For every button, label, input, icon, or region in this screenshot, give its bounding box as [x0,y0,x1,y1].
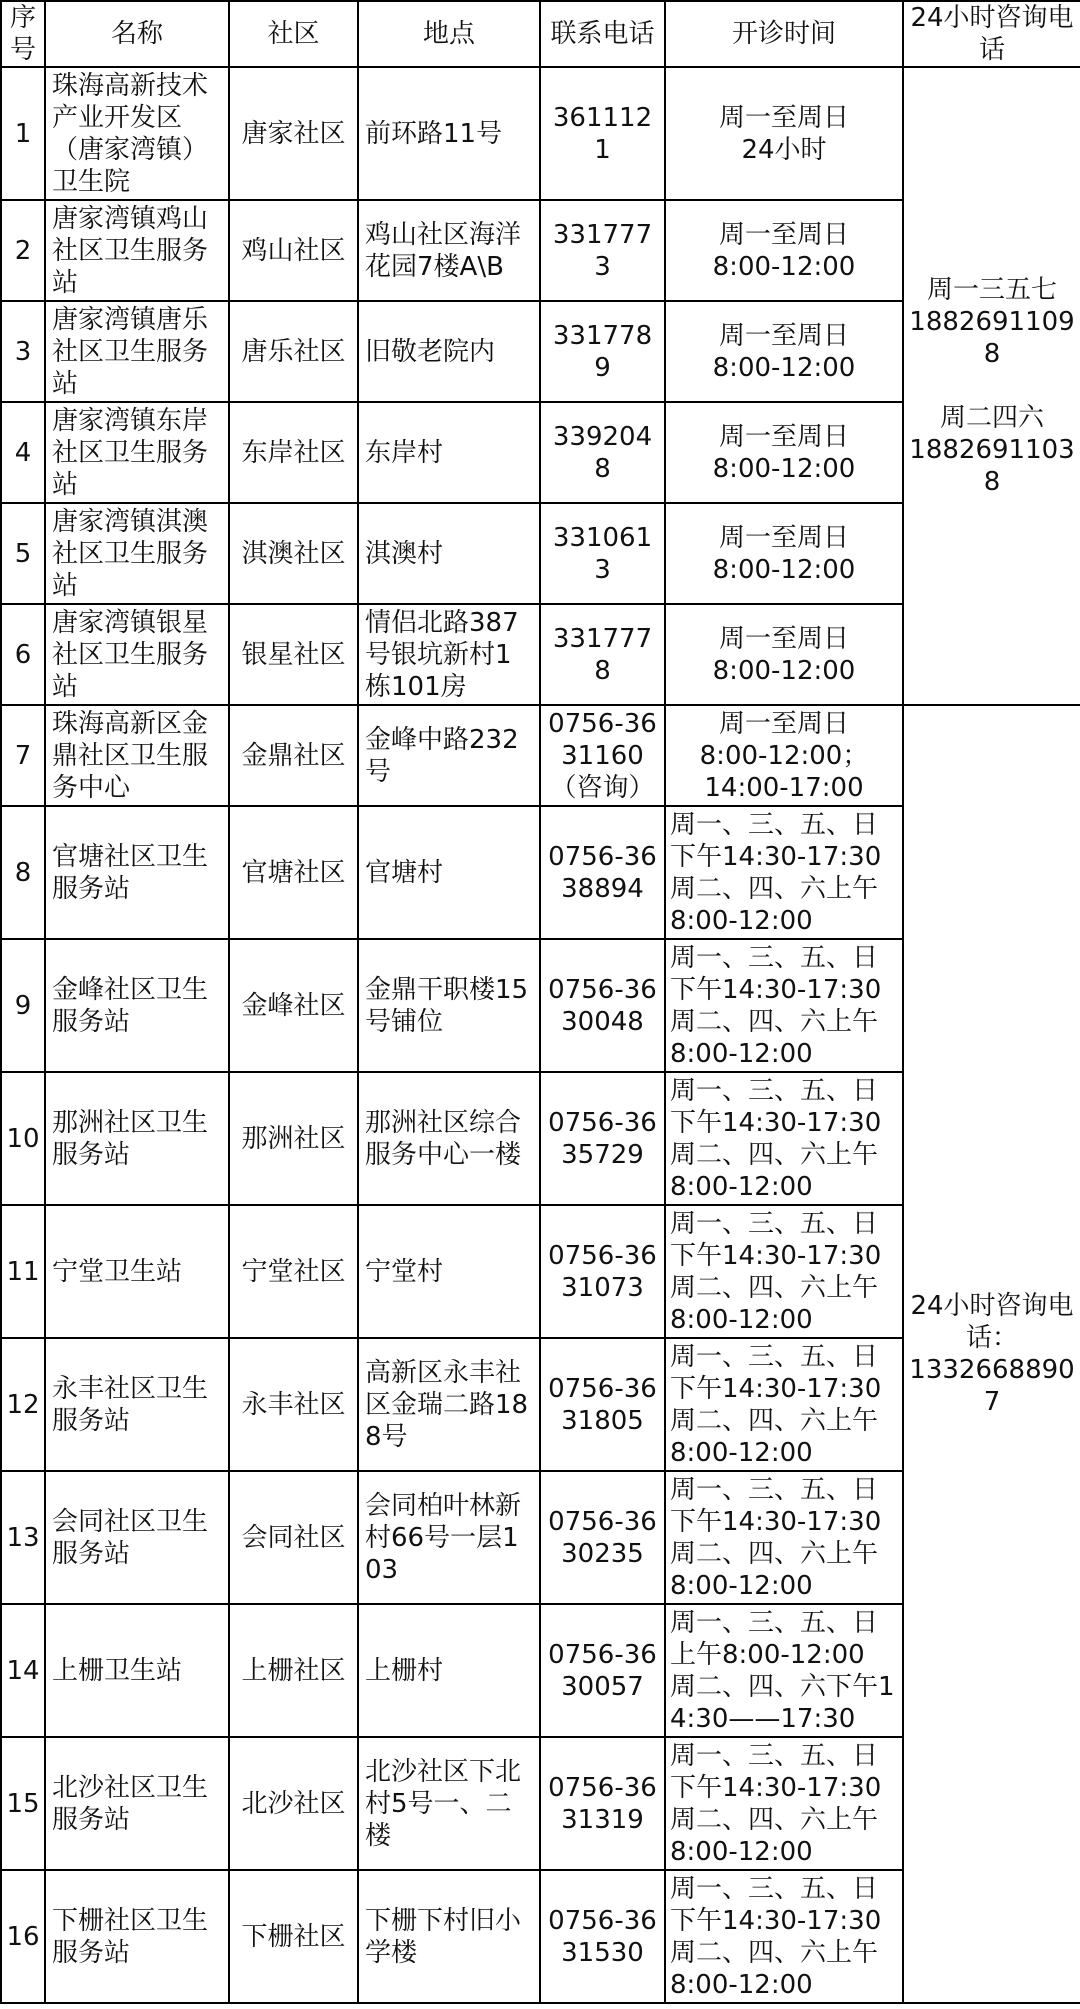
cell-community: 官塘社区 [229,806,358,939]
cell-seq: 13 [1,1471,45,1604]
cell-seq: 16 [1,1870,45,2003]
cell-seq: 11 [1,1205,45,1338]
table-row [1,67,1080,200]
cell-phone: 0756-3630057 [540,1604,665,1737]
cell-name: 北沙社区卫生服务站 [45,1737,229,1870]
cell-hours: 周一、三、五、日下午14:30-17:30 周二、四、六上午8:00-12:00 [665,1870,903,2003]
header-address: 地点 [358,1,540,67]
cell-name: 唐家湾镇唐乐社区卫生服务站 [45,301,229,402]
cell-community: 宁堂社区 [229,1205,358,1338]
cell-phone: 0756-3631805 [540,1338,665,1471]
cell-hours: 周一至周日 8:00-12:00 [665,301,903,402]
cell-community: 银星社区 [229,604,358,705]
cell-address: 前环路11号 [358,67,540,200]
cell-seq: 10 [1,1072,45,1205]
cell-address: 北沙社区下北村5号一、二楼 [358,1737,540,1870]
cell-community: 上栅社区 [229,1604,358,1737]
cell-hours: 周一至周日 8:00-12:00； 14:00-17:00 [665,705,903,806]
cell-address: 情侣北路387号银坑新村1栋101房 [358,604,540,705]
cell-address: 下栅下村旧小学楼 [358,1870,540,2003]
header-hours: 开诊时间 [665,1,903,67]
header-hotline: 24小时咨询电话 [903,1,1080,67]
cell-community: 东岸社区 [229,402,358,503]
header-row [1,1,1080,67]
cell-name: 珠海高新技术产业开发区（唐家湾镇）卫生院 [45,67,229,200]
cell-hours: 周一至周日 8:00-12:00 [665,604,903,705]
hotline-1-number: 18826911098 [909,307,1075,369]
hotline-3-number: 13326688907 [909,1355,1075,1417]
cell-phone: 3310613 [540,503,665,604]
cell-name: 下栅社区卫生服务站 [45,1870,229,2003]
cell-address: 那洲社区综合服务中心一楼 [358,1072,540,1205]
cell-hours: 周一、三、五、日上午8:00-12:00 周二、四、六下午14:30——17:30 [665,1604,903,1737]
cell-address: 会同柏叶林新村66号一层103 [358,1471,540,1604]
cell-hours: 周一至周日 24小时 [665,67,903,200]
cell-hours: 周一、三、五、日下午14:30-17:30 周二、四、六上午8:00-12:00 [665,1072,903,1205]
cell-hours: 周一至周日 8:00-12:00 [665,200,903,301]
cell-seq: 4 [1,402,45,503]
cell-name: 宁堂卫生站 [45,1205,229,1338]
cell-seq: 2 [1,200,45,301]
cell-name: 金峰社区卫生服务站 [45,939,229,1072]
cell-community: 唐乐社区 [229,301,358,402]
cell-community: 鸡山社区 [229,200,358,301]
cell-name: 官塘社区卫生服务站 [45,806,229,939]
cell-phone: 0756-3631160（咨询） [540,705,665,806]
cell-seq: 5 [1,503,45,604]
cell-phone: 3611121 [540,67,665,200]
cell-community: 北沙社区 [229,1737,358,1870]
header-seq: 序号 [1,1,45,67]
cell-name: 珠海高新区金鼎社区卫生服务中心 [45,705,229,806]
cell-hours: 周一、三、五、日下午14:30-17:30 周二、四、六上午8:00-12:00 [665,1205,903,1338]
cell-community: 金峰社区 [229,939,358,1072]
cell-community: 下栅社区 [229,1870,358,2003]
cell-name: 唐家湾镇鸡山社区卫生服务站 [45,200,229,301]
header-phone: 联系电话 [540,1,665,67]
hotline-1-label: 周一三五七 [926,275,1057,305]
table-row [1,705,1080,806]
header-name: 名称 [45,1,229,67]
cell-address: 淇澳村 [358,503,540,604]
hotline-group-2 [903,705,1080,2003]
cell-hours: 周一、三、五、日下午14:30-17:30 周二、四、六上午8:00-12:00 [665,1471,903,1604]
cell-seq: 15 [1,1737,45,1870]
cell-name: 唐家湾镇淇澳社区卫生服务站 [45,503,229,604]
hotline-3-label: 24小时咨询电话： [910,1291,1074,1353]
cell-seq: 8 [1,806,45,939]
cell-address: 金峰中路232号 [358,705,540,806]
cell-phone: 0756-3630235 [540,1471,665,1604]
cell-phone: 0756-3631073 [540,1205,665,1338]
cell-phone: 3392048 [540,402,665,503]
cell-address: 上栅村 [358,1604,540,1737]
cell-hours: 周一、三、五、日下午14:30-17:30 周二、四、六上午8:00-12:00 [665,939,903,1072]
cell-community: 那洲社区 [229,1072,358,1205]
cell-hours: 周一至周日 8:00-12:00 [665,503,903,604]
cell-phone: 0756-3631319 [540,1737,665,1870]
cell-hours: 周一、三、五、日下午14:30-17:30 周二、四、六上午8:00-12:00 [665,1737,903,1870]
header-community: 社区 [229,1,358,67]
cell-community: 金鼎社区 [229,705,358,806]
cell-address: 高新区永丰社区金瑞二路188号 [358,1338,540,1471]
cell-community: 淇澳社区 [229,503,358,604]
hotline-2-number: 18826911038 [909,435,1075,497]
cell-name: 上栅卫生站 [45,1604,229,1737]
cell-phone: 3317789 [540,301,665,402]
cell-phone: 0756-3638894 [540,806,665,939]
cell-phone: 0756-3630048 [540,939,665,1072]
cell-name: 唐家湾镇东岸社区卫生服务站 [45,402,229,503]
cell-seq: 9 [1,939,45,1072]
cell-name: 永丰社区卫生服务站 [45,1338,229,1471]
hotline-2-label: 周二四六 [939,403,1044,433]
cell-name: 那洲社区卫生服务站 [45,1072,229,1205]
cell-address: 旧敬老院内 [358,301,540,402]
cell-address: 官塘村 [358,806,540,939]
cell-name: 会同社区卫生服务站 [45,1471,229,1604]
cell-address: 宁堂村 [358,1205,540,1338]
cell-phone: 3317778 [540,604,665,705]
cell-seq: 6 [1,604,45,705]
cell-hours: 周一、三、五、日下午14:30-17:30 周二、四、六上午8:00-12:00 [665,1338,903,1471]
cell-seq: 12 [1,1338,45,1471]
cell-phone: 0756-3631530 [540,1870,665,2003]
cell-community: 永丰社区 [229,1338,358,1471]
cell-phone: 0756-3635729 [540,1072,665,1205]
cell-seq: 14 [1,1604,45,1737]
cell-name: 唐家湾镇银星社区卫生服务站 [45,604,229,705]
cell-hours: 周一至周日 8:00-12:00 [665,402,903,503]
cell-seq: 3 [1,301,45,402]
cell-address: 金鼎干职楼15号铺位 [358,939,540,1072]
cell-seq: 7 [1,705,45,806]
hotline-group-1 [903,67,1080,705]
cell-hours: 周一、三、五、日下午14:30-17:30 周二、四、六上午8:00-12:00 [665,806,903,939]
cell-address: 东岸村 [358,402,540,503]
cell-community: 唐家社区 [229,67,358,200]
cell-community: 会同社区 [229,1471,358,1604]
cell-phone: 3317773 [540,200,665,301]
cell-seq: 1 [1,67,45,200]
cell-address: 鸡山社区海洋花园7楼A\B [358,200,540,301]
